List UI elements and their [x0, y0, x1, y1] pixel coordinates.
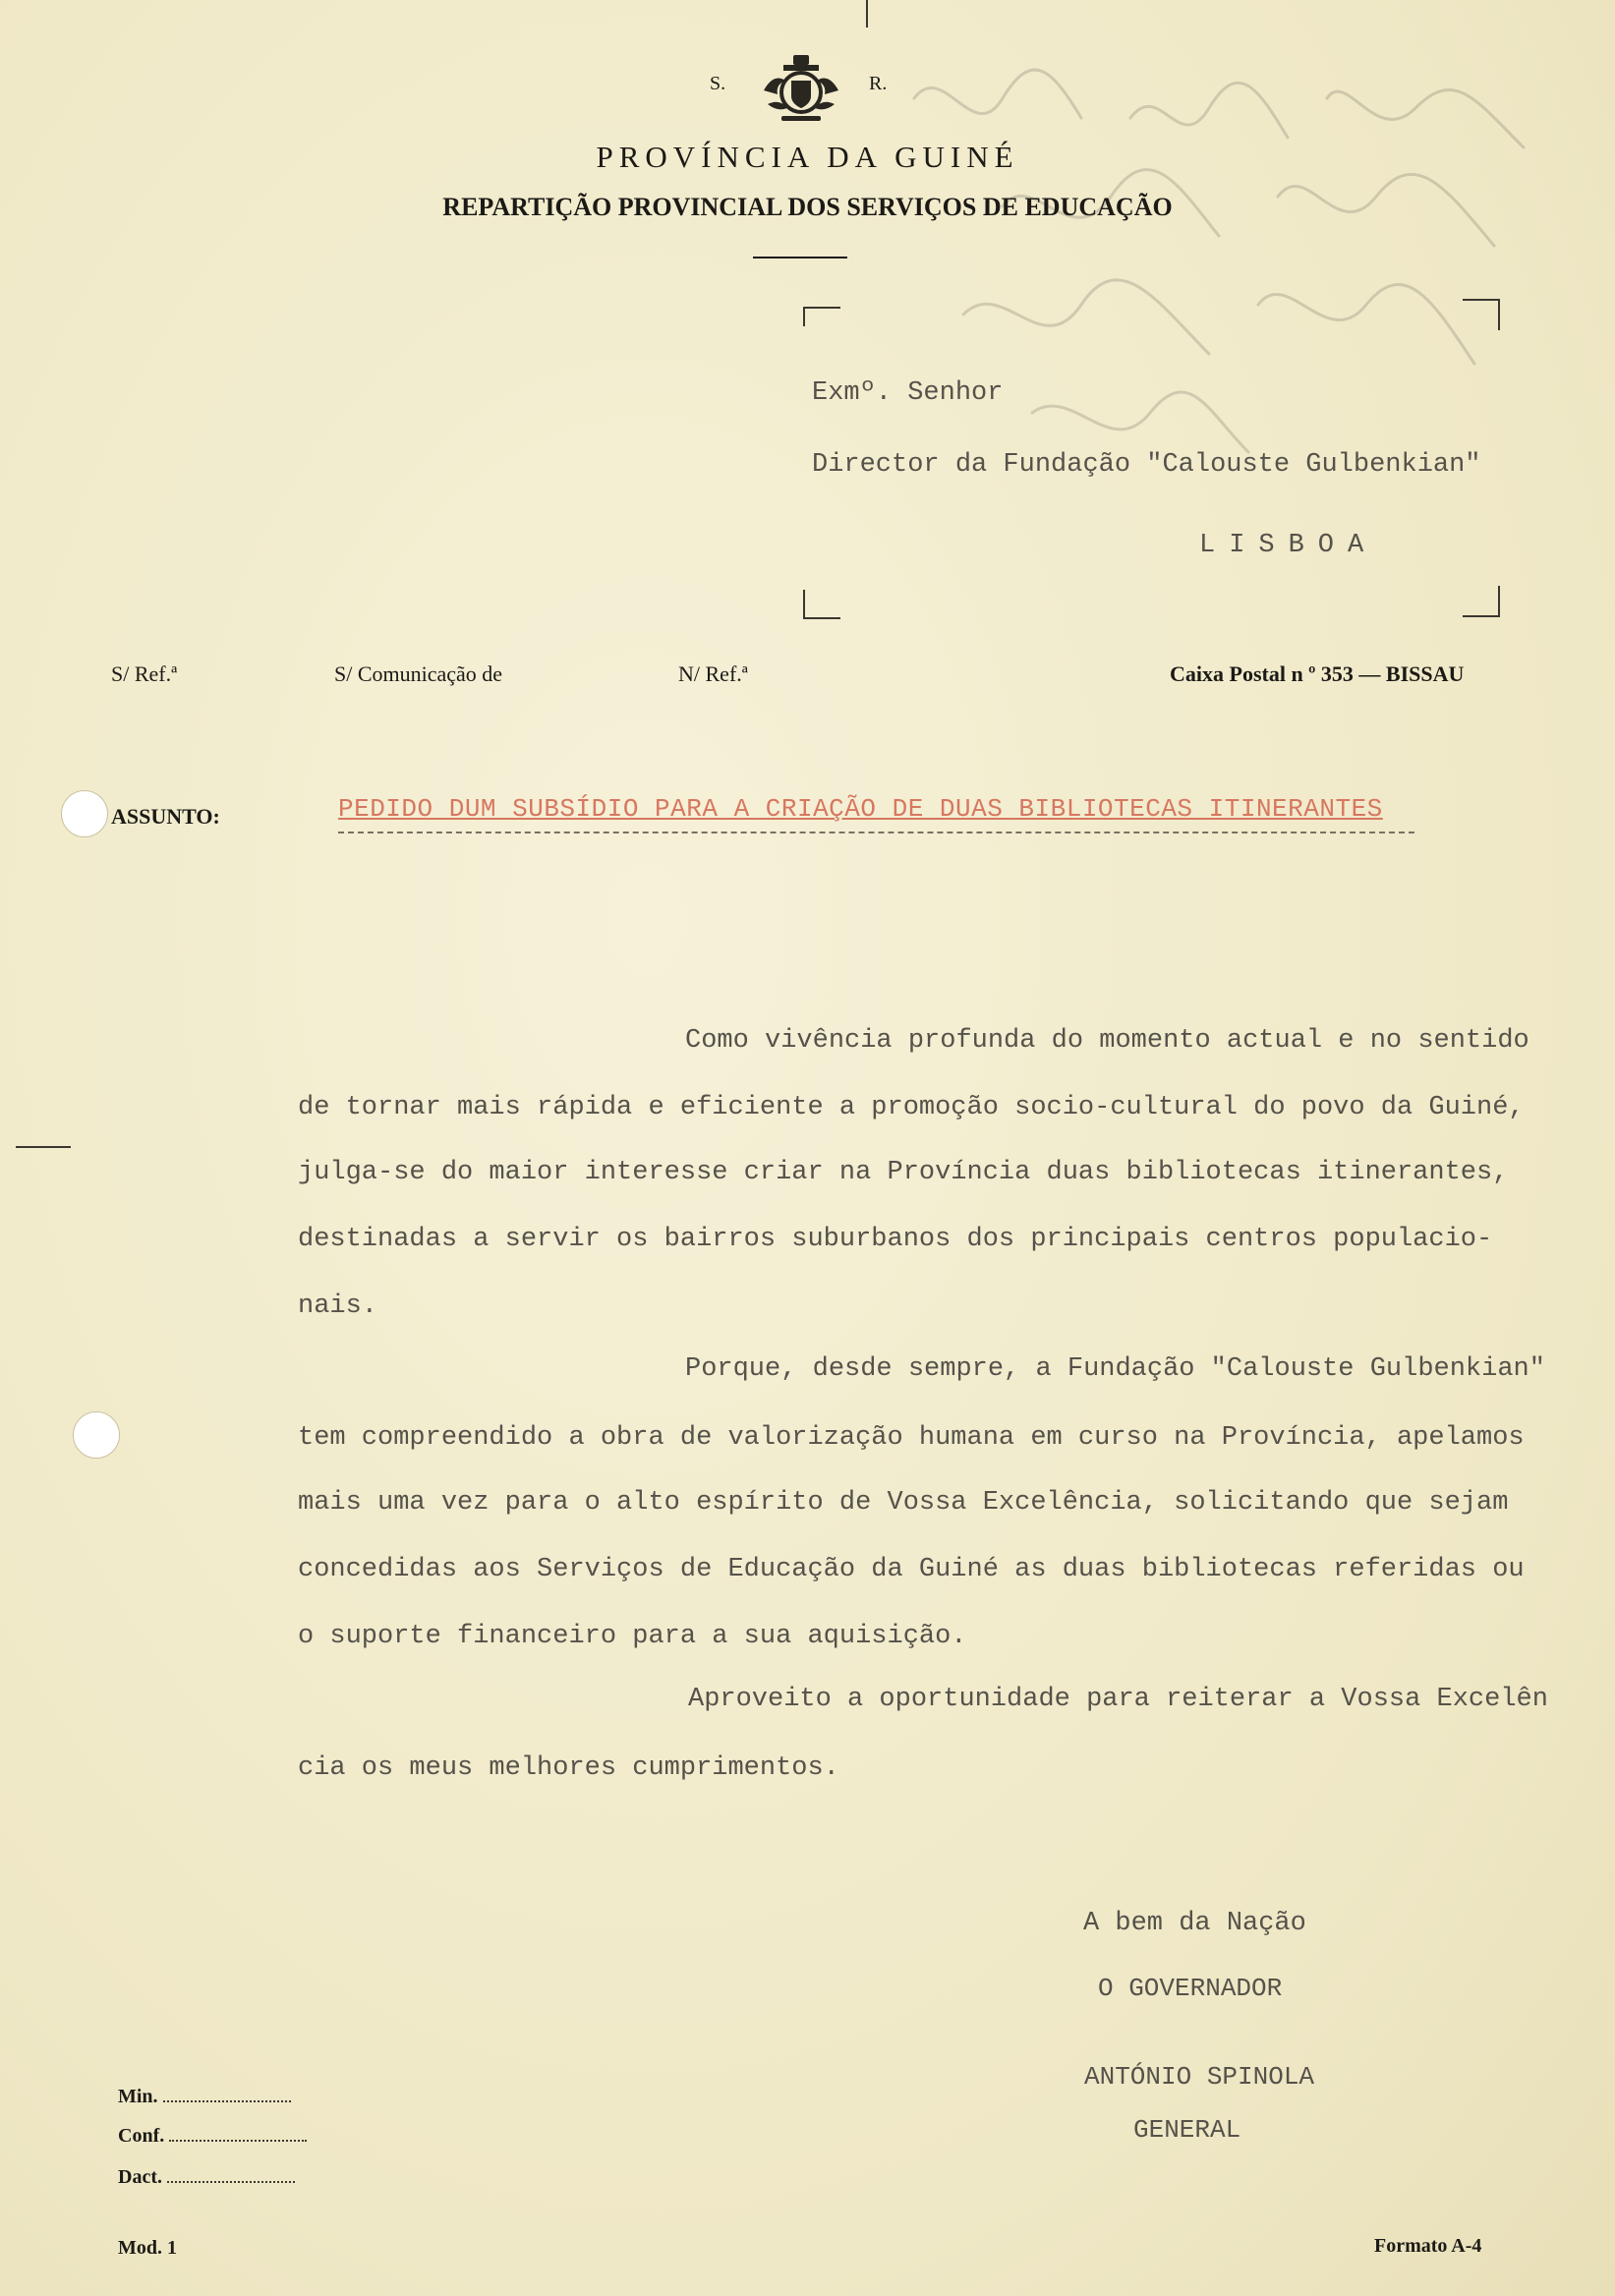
signatory-role: O GOVERNADOR	[1098, 1974, 1283, 2003]
our-reference-label: N/ Ref.ª	[678, 661, 748, 686]
body-line: o suporte financeiro para a sua aquisição.	[298, 1622, 967, 1651]
body-line: mais uma vez para o alto espírito de Vossa Excelência, solicitando que sejam	[298, 1488, 1509, 1518]
address-salutation: Exmº. Senhor	[812, 378, 1004, 408]
body-line: Porque, desde sempre, a Fundação "Calouste Gulbenkian"	[685, 1354, 1545, 1384]
your-communication-label: S/ Comunicação de	[334, 661, 503, 686]
dact-label: Dact.	[118, 2166, 162, 2188]
address-corner-top-right	[1463, 299, 1500, 330]
min-field	[118, 2086, 291, 2108]
address-corner-top-left	[803, 307, 840, 326]
punch-hole	[61, 790, 108, 837]
min-dotted-line	[163, 2099, 291, 2102]
address-recipient: Director da Fundação "Calouste Gulbenkian"	[812, 450, 1481, 480]
body-line: concedidas aos Serviços de Educação da Guiné as duas bibliotecas referidas ou	[298, 1555, 1525, 1584]
coat-of-arms-icon	[754, 51, 848, 126]
paper-format: Formato A-4	[1374, 2235, 1482, 2257]
address-corner-bottom-left	[803, 590, 840, 619]
postal-box-label: Caixa Postal n º 353 — BISSAU	[1170, 661, 1465, 686]
body-line: nais.	[298, 1292, 378, 1321]
address-corner-bottom-right	[1463, 586, 1500, 617]
subject-label: ASSUNTO:	[111, 804, 220, 829]
department-title: REPARTIÇÃO PROVINCIAL DOS SERVIÇOS DE EDUCAÇÃO	[442, 193, 1173, 221]
min-label: Min.	[118, 2086, 158, 2107]
body-line: julga-se do maior interesse criar na Província duas bibliotecas itinerantes,	[298, 1158, 1509, 1187]
model-number: Mod. 1	[118, 2237, 177, 2259]
conf-dotted-line	[169, 2139, 307, 2142]
body-line: Como vivência profunda do momento actual e no sentido	[685, 1026, 1529, 1056]
province-title: PROVÍNCIA DA GUINÉ	[596, 140, 1019, 174]
header-divider	[753, 257, 847, 258]
your-reference-label: S/ Ref.ª	[111, 661, 178, 686]
punch-hole	[73, 1411, 120, 1459]
address-city: LISBOA	[1199, 531, 1378, 560]
closing-formula: A bem da Nação	[1083, 1909, 1306, 1938]
body-line: cia os meus melhores cumprimentos.	[298, 1753, 839, 1783]
subject-underline	[338, 832, 1414, 833]
fold-mark	[16, 1146, 71, 1148]
dact-dotted-line	[167, 2180, 295, 2183]
body-line: tem compreendido a obra de valorização humana em curso na Província, apelamos	[298, 1423, 1525, 1453]
body-line: Aproveito a oportunidade para reiterar a Vossa Excelên	[688, 1685, 1548, 1714]
dact-field	[118, 2166, 295, 2189]
subject-text: PEDIDO DUM SUBSÍDIO PARA A CRIAÇÃO DE DUAS BIBLIOTECAS ITINERANTES	[338, 794, 1383, 824]
conf-label: Conf.	[118, 2125, 165, 2147]
conf-field	[118, 2125, 307, 2148]
signatory-name: ANTÓNIO SPINOLA	[1084, 2062, 1315, 2092]
sr-right-initial: R.	[869, 73, 888, 94]
body-line: destinadas a servir os bairros suburbanos dos principais centros populacio-	[298, 1225, 1493, 1254]
body-line: de tornar mais rápida e eficiente a promoção socio-cultural do povo da Guiné,	[298, 1093, 1525, 1122]
top-tick-mark	[866, 0, 868, 28]
signatory-rank: GENERAL	[1133, 2115, 1241, 2145]
sr-left-initial: S.	[710, 73, 726, 94]
